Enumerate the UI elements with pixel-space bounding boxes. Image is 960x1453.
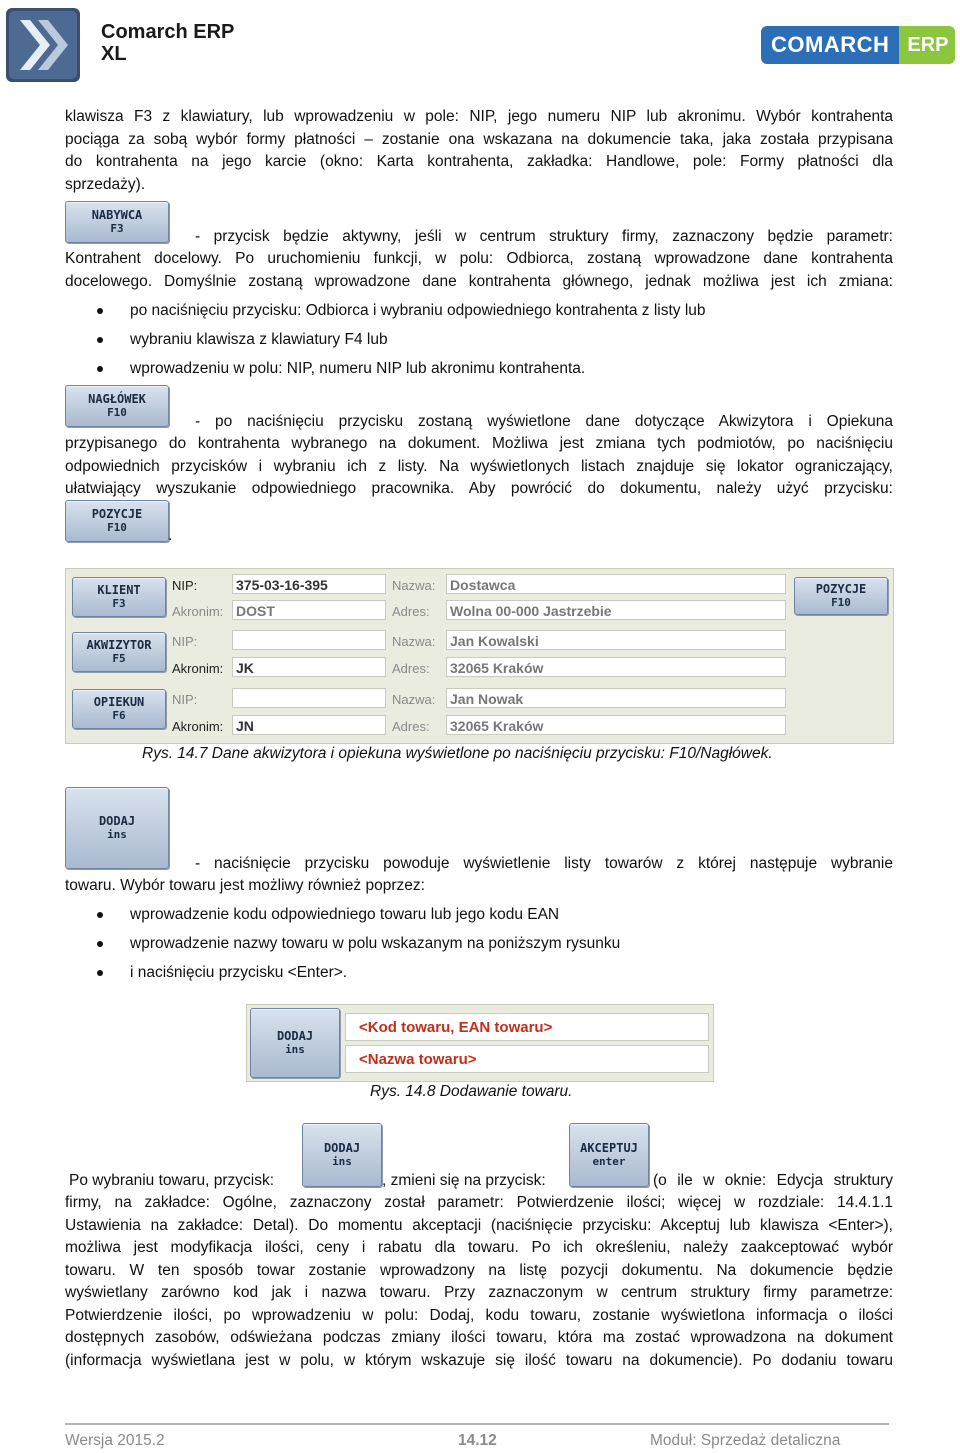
bullet-icon [97,308,103,314]
nazwa-label: Nazwa: [392,692,436,707]
paragraph-intro [65,106,893,196]
pozycje-button[interactable] [65,500,169,542]
paragraph-naglowek [65,433,893,501]
text-line: do kontrahenta na jego karcie (okno: Karta kontrahenta, zakładka: Handlowe, pole: Formy płatności dla [65,153,893,170]
opiekun-button[interactable] [72,689,166,729]
adres-label: Adres: [392,604,430,619]
bullet-icon [97,912,103,918]
dodaj-label: DODAJ [98,814,136,828]
text-line: wyświetlany zarówno kod jak i nazwa towaru. Przy zaznaczonym w centrum struktury firmy parametrze: [65,1284,893,1301]
pozycje-label: POZYCJE [91,507,143,521]
footer-version: Wersja 2015.2 [65,1432,165,1449]
akceptuj-inline-key: enter [592,1155,626,1168]
akronim-label: Akronim: [172,719,224,734]
footer-divider [65,1423,889,1425]
dodaj-panel-button[interactable] [250,1008,340,1078]
dodaj-button[interactable] [65,787,169,869]
pozycje-panel-label: POZYCJE [815,582,867,596]
klient-nip-field[interactable]: 375-03-16-395 [232,574,386,594]
akwizytor-akronim-field[interactable]: JK [232,657,386,677]
akceptuj-inline-button[interactable] [569,1123,649,1187]
comarch-erp-xl-logo-icon [6,8,80,82]
text-line: firmy, na zakładce: Ogólne, zaznaczony został parametr: Potwierdzenie ilości; więcej w rozdziale: 14.4.1.1 [65,1194,893,1211]
item-name-field[interactable]: <Nazwa towaru> [345,1045,709,1073]
nabywca-label: NABYWCA [91,208,143,222]
para5-mid: , zmieni się na przycisk: [382,1172,546,1189]
text-line: (informacja wyświetlana jest w polu, w którym wskazuje się ilość towaru na dokumencie). Po dodaniu towaru [65,1351,893,1369]
dodaj-panel-key: ins [285,1043,305,1056]
text-line: towaru. Wybór towaru jest możliwy również poprzez: [65,877,425,894]
text-line: możliwa jest modyfikacja ilości, ceny i rabatu dla towaru. Po ich określeniu, należy zaakceptować wybór [65,1239,893,1256]
dodaj-inline-label: DODAJ [323,1141,361,1155]
text-line: klawisza F3 z klawiatury, lub wprowadzeniu w pole: NIP, jego numeru NIP lub akronimu. Wybór kontrahenta [65,108,893,125]
opiekun-nip-field[interactable] [232,688,386,708]
naglowek-label: NAGŁÓWEK [88,392,146,406]
paragraph-dodaj [65,875,893,898]
nip-label: NIP: [172,578,198,593]
figure-caption-14-7: Rys. 14.7 Dane akwizytora i opiekuna wyświetlone po naciśnięciu przycisku: F10/Nagłówek. [142,745,773,762]
product-title-line2: XL [101,43,127,65]
akwizytor-button[interactable] [72,632,166,672]
nazwa-label: Nazwa: [392,634,436,649]
dodaj-panel-label: DODAJ [276,1029,314,1043]
akronim-label: Akronim: [172,661,224,676]
brand-erp: ERP [899,26,955,64]
figure-add-item-panel [246,1004,714,1082]
text-line: Potwierdzenie ilości, po wprowadzeniu w polu: Dodaj, kodu towaru, zostanie wyświetlona informacja o ilości [65,1306,893,1324]
product-title-line1: Comarch ERP [101,21,235,43]
figure-caption-14-8: Rys. 14.8 Dodawanie towaru. [370,1083,573,1100]
pozycje-panel-key: F10 [831,596,851,609]
opiekun-label: OPIEKUN [93,695,145,709]
naglowek-key: F10 [107,406,127,419]
text-line: odpowiednich przycisków i wybraniu ich z listy. Na wyświetlonych listach znajduje się lokator ograniczający, [65,457,893,475]
pozycje-panel-button[interactable] [794,577,888,615]
paragraph-nabywca [65,248,893,293]
nazwa-label: Nazwa: [392,578,436,593]
akwizytor-label: AKWIZYTOR [86,638,152,652]
nabywca-key: F3 [110,222,124,235]
klient-nazwa-field[interactable]: Dostawca [446,574,786,594]
para5-tail: (o ile w oknie: Edycja struktury [653,1172,893,1189]
bullet-icon [97,970,103,976]
klient-akronim-field[interactable]: DOST [232,600,386,620]
akwizytor-adres-field[interactable]: 32065 Kraków [446,657,786,677]
product-title [101,21,234,65]
text-line: towaru. W ten sposób towar zostanie wprowadzony na listę pozycji dokumentu. Na dokumencie będzie [65,1261,893,1279]
footer-module: Moduł: Sprzedaż detaliczna [650,1432,841,1449]
brand-comarch: COMARCH [761,26,899,64]
para5-lead: Po wybraniu towaru, przycisk: [69,1172,275,1189]
opiekun-key: F6 [112,709,126,722]
paragraph-nabywca-first-line: - przycisk będzie aktywny, jeśli w centrum struktury firmy, zaznaczony będzie parametr: [195,228,893,245]
dodaj-key: ins [107,828,127,841]
naglowek-button[interactable] [65,385,169,427]
adres-label: Adres: [392,719,430,734]
akwizytor-nazwa-field[interactable]: Jan Kowalski [446,630,786,650]
text-line: Kontrahent docelowy. Po uruchomieniu funkcji, w polu: Odbiorca, zostaną wprowadzone dane kontrahenta [65,250,893,267]
bullet-icon [97,366,103,372]
footer-page-number: 14.12 [458,1432,497,1449]
adres-label: Adres: [392,661,430,676]
text-line: ułatwiający wyszukanie odpowiedniego pracownika. Aby powrócić do dokumentu, należy użyć przycisku: [65,480,893,497]
paragraph-after-add [65,1192,893,1372]
akwizytor-nip-field[interactable] [232,630,386,650]
klient-key: F3 [112,597,126,610]
klient-button[interactable] [72,577,166,617]
text-line: Ustawienia na zakładce: Detal). Do momentu akceptacji (naciśnięcie przycisku: Akceptuj lub klawisza <Enter>), [65,1216,893,1234]
klient-label: KLIENT [97,583,141,597]
akceptuj-inline-label: AKCEPTUJ [580,1141,638,1155]
figure-contractor-panel [65,568,894,744]
text-line: sprzedaży). [65,175,146,193]
nip-label: NIP: [172,634,198,649]
sentence-end: . [168,527,173,544]
dodaj-inline-button[interactable] [302,1123,382,1187]
comarch-erp-logo [761,26,955,64]
bullet-icon [97,941,103,947]
nip-label: NIP: [172,692,198,707]
bullet-icon [97,337,103,343]
nabywca-button[interactable] [65,201,169,243]
text-line: docelowego. Domyślnie zostaną wprowadzone dane kontrahenta głównego, jednak możliwa jest ich zmiana: [65,272,893,290]
akronim-label: Akronim: [172,604,224,619]
text-line: przypisanego do kontrahenta wybranego na dokument. Możliwa jest zmiana tych podmiotów, po naciśnięciu [65,435,893,452]
item-code-field[interactable]: <Kod towaru, EAN towaru> [345,1013,709,1041]
text-line: pociąga za sobą wybór formy płatności – zostanie ona wskazana na dokumencie taka, jaka została przypisana [65,130,893,148]
opiekun-akronim-field[interactable]: JN [232,715,386,735]
paragraph-dodaj-first-line: - naciśnięcie przycisku powoduje wyświetlenie listy towarów z której następuje wybranie [195,855,893,872]
klient-adres-field[interactable]: Wolna 00-000 Jastrzebie [446,600,786,620]
dodaj-inline-key: ins [332,1155,352,1168]
opiekun-nazwa-field[interactable]: Jan Nowak [446,688,786,708]
pozycje-key: F10 [107,521,127,534]
akwizytor-key: F5 [112,652,126,665]
text-line: dostępnych zasobów, odświeżana podczas zmiany ilości towaru, która ma zostać wprowadzona na dokument [65,1329,893,1346]
opiekun-adres-field[interactable]: 32065 Kraków [446,715,786,735]
paragraph-naglowek-first-line: - po naciśnięciu przycisku zostaną wyświetlone dane dotyczące Akwizytora i Opiekuna [195,413,893,430]
